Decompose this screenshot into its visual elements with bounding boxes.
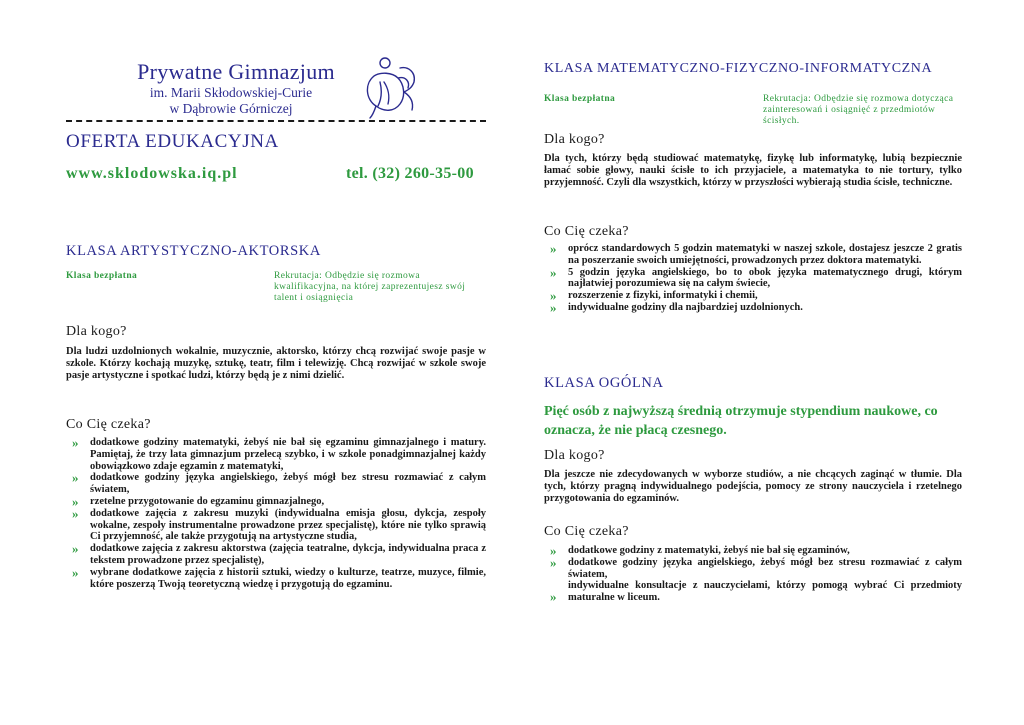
bullet-icon: » xyxy=(550,543,557,558)
bullet-icon: » xyxy=(550,589,557,605)
general-scholarship: Pięć osób z najwyższą średnią otrzymuje stypendium naukowe, co oznacza, że nie płacą czesnego. xyxy=(544,404,938,438)
list-item: » wybrane dodatkowe zajęcia z historii sztuki, wiedzy o kulturze, teatrze, muzyce, filmie, które poszerzą Twoją teoretyczną wiedzę i przygotują do egzaminu. xyxy=(72,564,486,590)
website-link[interactable]: www.sklodowska.iq.pl xyxy=(66,165,238,182)
artistic-class-title: KLASA ARTYSTYCZNO-AKTORSKA xyxy=(66,243,321,259)
list-item: » dodatkowe godziny z matematyki, żebyś nie bał się egzaminów, xyxy=(550,543,850,558)
math-recruitment: Rekrutacja: Odbędzie się rozmowa dotycząca zainteresowań i osiągnięć z przedmiotów ścisłych. xyxy=(763,94,954,126)
general-class-title: KLASA OGÓLNA xyxy=(544,375,664,391)
math-for-whom-text: Dla tych, którzy będą studiować matematykę, fizykę lub informatykę, lubią bezpiecznie łamać sobie głowy, nauki ścisłe to ich przyjaciele, a matematyka to nie tortury, tylko przyjemność. Czyli dla wszystkich, którzy w przyszłości wybierają studia ścisłe, techniczne. xyxy=(544,153,962,188)
list-item: » dodatkowe godziny matematyki, żebyś nie bał się egzaminu gimnazjalnego i matury. Pamiętaj, że trzy lata gimnazjum przelecą szybko, i w szkole ponadgimnazjalnej każdy obowiązkowo zdaje egzamin z matematyki, xyxy=(72,435,486,472)
list-item: » oprócz standardowych 5 godzin matematyki w naszej szkole, dostajesz jeszcze 2 gratis na poszerzanie swoich umiejętności, prowadzonych przez doktora matematyki. xyxy=(550,241,962,266)
list-item: » 5 godzin języka angielskiego, bo to obok języka matematycznego drugi, którym najłatwiej porozumiewa się na całym świecie, xyxy=(550,264,962,290)
artistic-recruitment: Rekrutacja: Odbędzie się rozmowa kwalifikacyjna, na której zaprezentujesz swój talent i osiągnięcia xyxy=(274,271,466,303)
list-item: » dodatkowe zajęcia z zakresu aktorstwa (zajęcia teatralne, dykcja, indywidualna praca z tekstem prowadzone przez specjalistę), xyxy=(72,541,486,566)
math-awaits-title: Co Cię czeka? xyxy=(544,224,629,239)
bullet-icon: » xyxy=(550,264,557,280)
list-item: » dodatkowe zajęcia z zakresu muzyki (indywidualna emisja głosu, dykcja, zespoły wokalne, zespoły instrumentalne prowadzone przez specjalistę), które nie tylko sprawią Ci przyjemność, ale także przygotują na artystyczne studia, xyxy=(72,505,486,543)
family-heart-logo-icon xyxy=(360,54,422,120)
school-name: Prywatne Gimnazjum xyxy=(137,59,335,84)
list-item: » rozszerzenie z fizyki, informatyki i chemii, xyxy=(550,288,758,304)
math-free-label: Klasa bezpłatna xyxy=(544,94,616,104)
bullet-icon: » xyxy=(72,470,79,486)
list-item: » indywidualne godziny dla najbardziej uzdolnionych. xyxy=(550,299,803,315)
offer-title: OFERTA EDUKACYJNA xyxy=(66,131,279,152)
general-for-whom-text: Dla jeszcze nie zdecydowanych w wyborze studiów, a nie chcących zaginąć w tłumie. Dla tych, którzy pragną indywidualnego podejścia, pomocy ze strony nauczyciela i rzetelnego przygotowania do egzaminów. xyxy=(544,469,962,504)
general-for-whom-title: Dla kogo? xyxy=(544,448,605,463)
bullet-icon: » xyxy=(72,505,79,521)
list-item: » rzetelne przygotowanie do egzaminu gimnazjalnego, xyxy=(72,493,325,509)
bullet-icon: » xyxy=(550,299,557,315)
bullet-icon: » xyxy=(72,541,79,557)
list-item: » dodatkowe godziny języka angielskiego, żebyś mógł bez stresu rozmawiać z całym światem, xyxy=(72,470,486,496)
artistic-awaits-list xyxy=(66,437,486,590)
artistic-awaits-title: Co Cię czeka? xyxy=(66,417,151,432)
bullet-icon: » xyxy=(550,554,557,570)
artistic-for-whom-title: Dla kogo? xyxy=(66,324,127,339)
bullet-icon: » xyxy=(550,288,557,304)
math-for-whom-title: Dla kogo? xyxy=(544,132,605,147)
header-divider xyxy=(66,120,486,122)
header xyxy=(66,54,486,124)
general-awaits-list xyxy=(544,545,962,604)
school-city: w Dąbrowie Górniczej xyxy=(169,101,293,116)
school-patron: im. Marii Skłodowskiej-Curie xyxy=(149,85,313,100)
bullet-icon: » xyxy=(72,435,79,450)
general-awaits-title: Co Cię czeka? xyxy=(544,524,629,539)
bullet-icon: » xyxy=(72,564,79,580)
bullet-icon: » xyxy=(550,241,557,256)
list-item: » indywidualne konsultacje z nauczycielami, którzy pomogą wybrać Ci przedmioty maturalne w liceum. xyxy=(550,580,962,605)
bullet-icon: » xyxy=(72,493,79,509)
artistic-for-whom-text: Dla ludzi uzdolnionych wokalnie, muzycznie, aktorsko, którzy chcą rozwijać swoje pasje w szkole. Którzy kochają muzykę, sztukę, teatr, film i telewizję. Chcą rozwijać w szkole swoje pasje artystyczne i spotkać ludzi, którzy będą je z nimi dzielić. xyxy=(66,346,486,381)
artistic-free-label: Klasa bezpłatna xyxy=(66,271,138,281)
math-awaits-list xyxy=(544,243,962,314)
math-class-title: KLASA MATEMATYCZNO-FIZYCZNO-INFORMATYCZNA xyxy=(544,61,933,76)
list-item: » dodatkowe godziny języka angielskiego, żebyś mógł bez stresu rozmawiać z całym światem, xyxy=(550,554,962,580)
phone-number: tel. (32) 260-35-00 xyxy=(346,165,474,182)
